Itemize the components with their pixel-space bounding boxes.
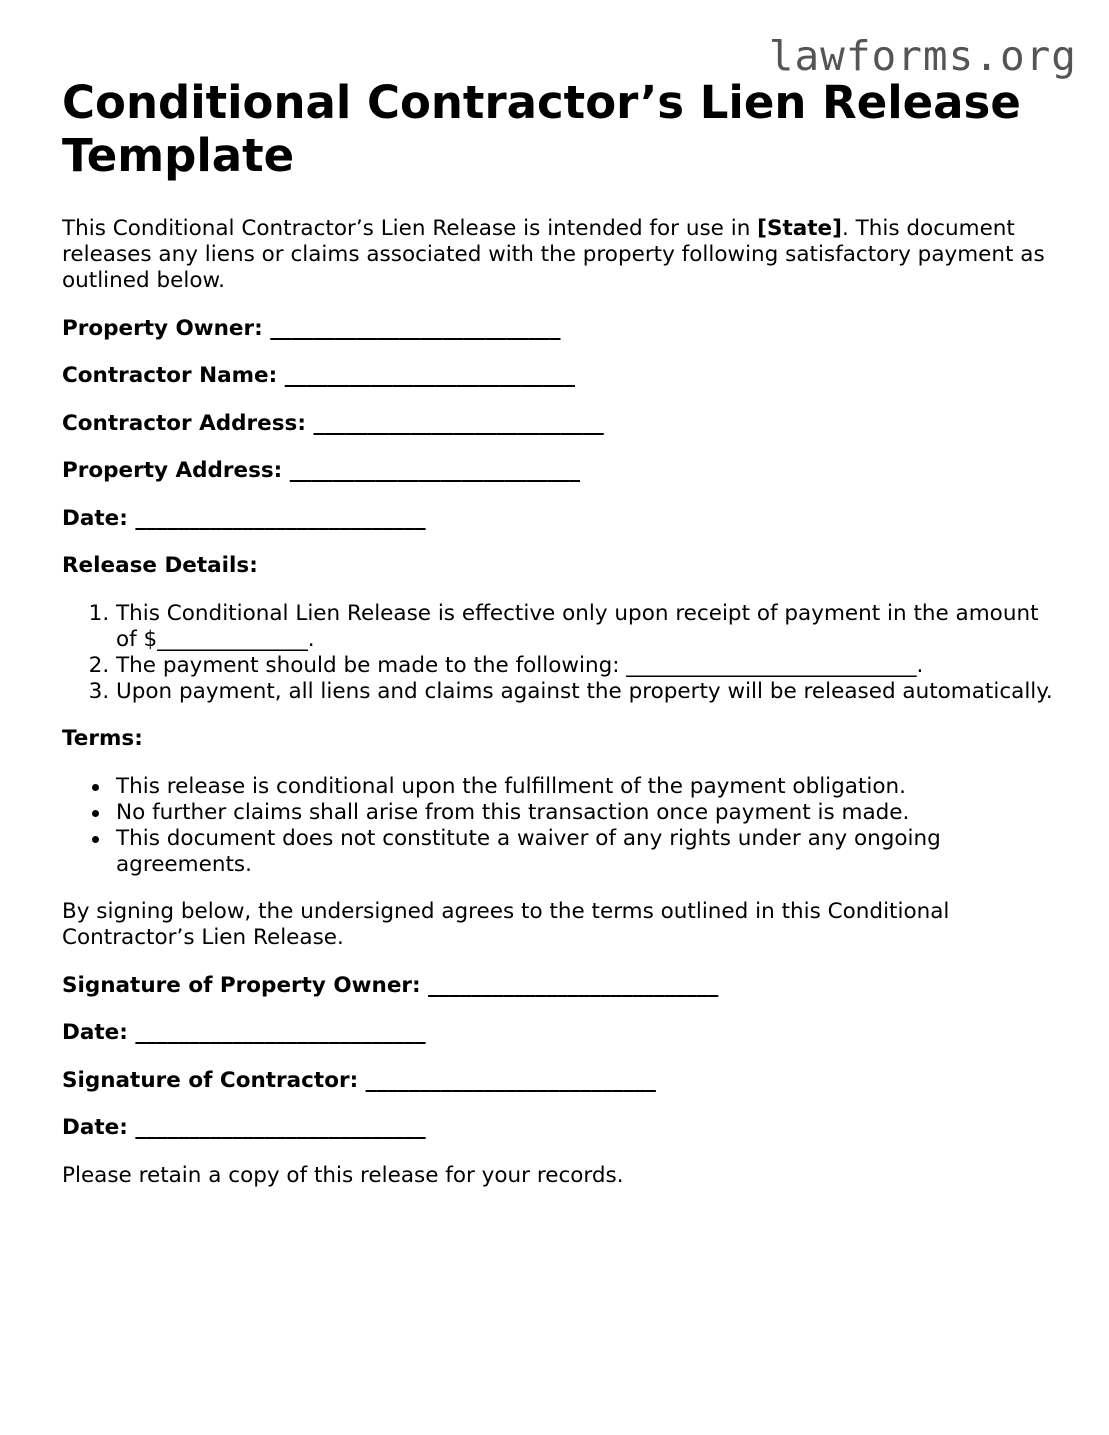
owner-signature-field[interactable] [62,973,1062,999]
owner-signature-label: Signature of Property Owner: [62,972,421,998]
date-blank[interactable]: ___________________________ [135,505,426,531]
contractor-date-blank[interactable]: ___________________________ [135,1115,426,1140]
owner-date-field[interactable] [62,1020,1062,1046]
release-detail-item: 2. The payment should be made to the following: ___________________________. [116,653,1062,679]
property-address-label: Property Address: [62,458,283,483]
contractor-address-label: Contractor Address: [62,410,306,436]
owner-date-blank[interactable]: ___________________________ [135,1020,426,1045]
closing-note: Please retain a copy of this release for your records. [62,1162,624,1188]
contractor-address-blank[interactable]: ___________________________ [313,410,604,436]
contractor-address-field[interactable] [62,411,1062,437]
release-details-heading: Release Details: [62,553,258,578]
document-page [62,76,1062,1189]
contractor-signature-label: Signature of Contractor: [62,1067,359,1093]
page-title: Conditional Contractor’s Lien Release Template [62,76,1021,182]
contractor-signature-field[interactable] [62,1068,1062,1094]
date-label: Date: [62,505,128,531]
contractor-name-field[interactable] [62,363,1062,389]
property-owner-field[interactable] [62,316,1062,342]
owner-date-label: Date: [62,1020,128,1045]
agreement-paragraph: By signing below, the undersigned agrees to the terms outlined in this Conditional Contractor’s Lien Release. [62,899,950,950]
contractor-name-label: Contractor Name: [62,363,278,388]
terms-list [62,774,1062,878]
contractor-name-blank[interactable]: ___________________________ [284,363,575,388]
lawforms-watermark: lawforms.org [768,32,1077,80]
terms-item: No further claims shall arise from this transaction once payment is made. [116,800,1062,826]
release-detail-item: 1. This Conditional Lien Release is effective only upon receipt of payment in the amount of $______________. [116,601,1062,653]
property-owner-label: Property Owner: [62,315,263,341]
terms-heading: Terms: [62,726,143,751]
intro-paragraph [62,216,1057,294]
contractor-signature-blank[interactable]: ___________________________ [365,1067,656,1093]
date-field[interactable] [62,506,1062,532]
property-owner-blank[interactable]: ___________________________ [270,315,561,341]
release-detail-item: 3. Upon payment, all liens and claims against the property will be released automatically. [116,679,1062,705]
intro-text-after: . This document releases any liens or claims associated with the property following satisfactory payment as outlined below. [62,216,1045,293]
property-address-field[interactable] [62,458,1062,484]
terms-item: This release is conditional upon the fulfillment of the payment obligation. [116,774,1062,800]
state-placeholder: [State] [757,216,842,241]
intro-text-before: This Conditional Contractor’s Lien Release is intended for use in [62,216,758,241]
owner-signature-blank[interactable]: ___________________________ [428,972,719,998]
property-address-blank[interactable]: ___________________________ [289,458,581,483]
contractor-date-label: Date: [62,1115,128,1140]
release-details-list [62,601,1062,705]
terms-item: This document does not constitute a waiver of any rights under any ongoing agreements. [116,826,1062,878]
contractor-date-field[interactable] [62,1115,1062,1141]
